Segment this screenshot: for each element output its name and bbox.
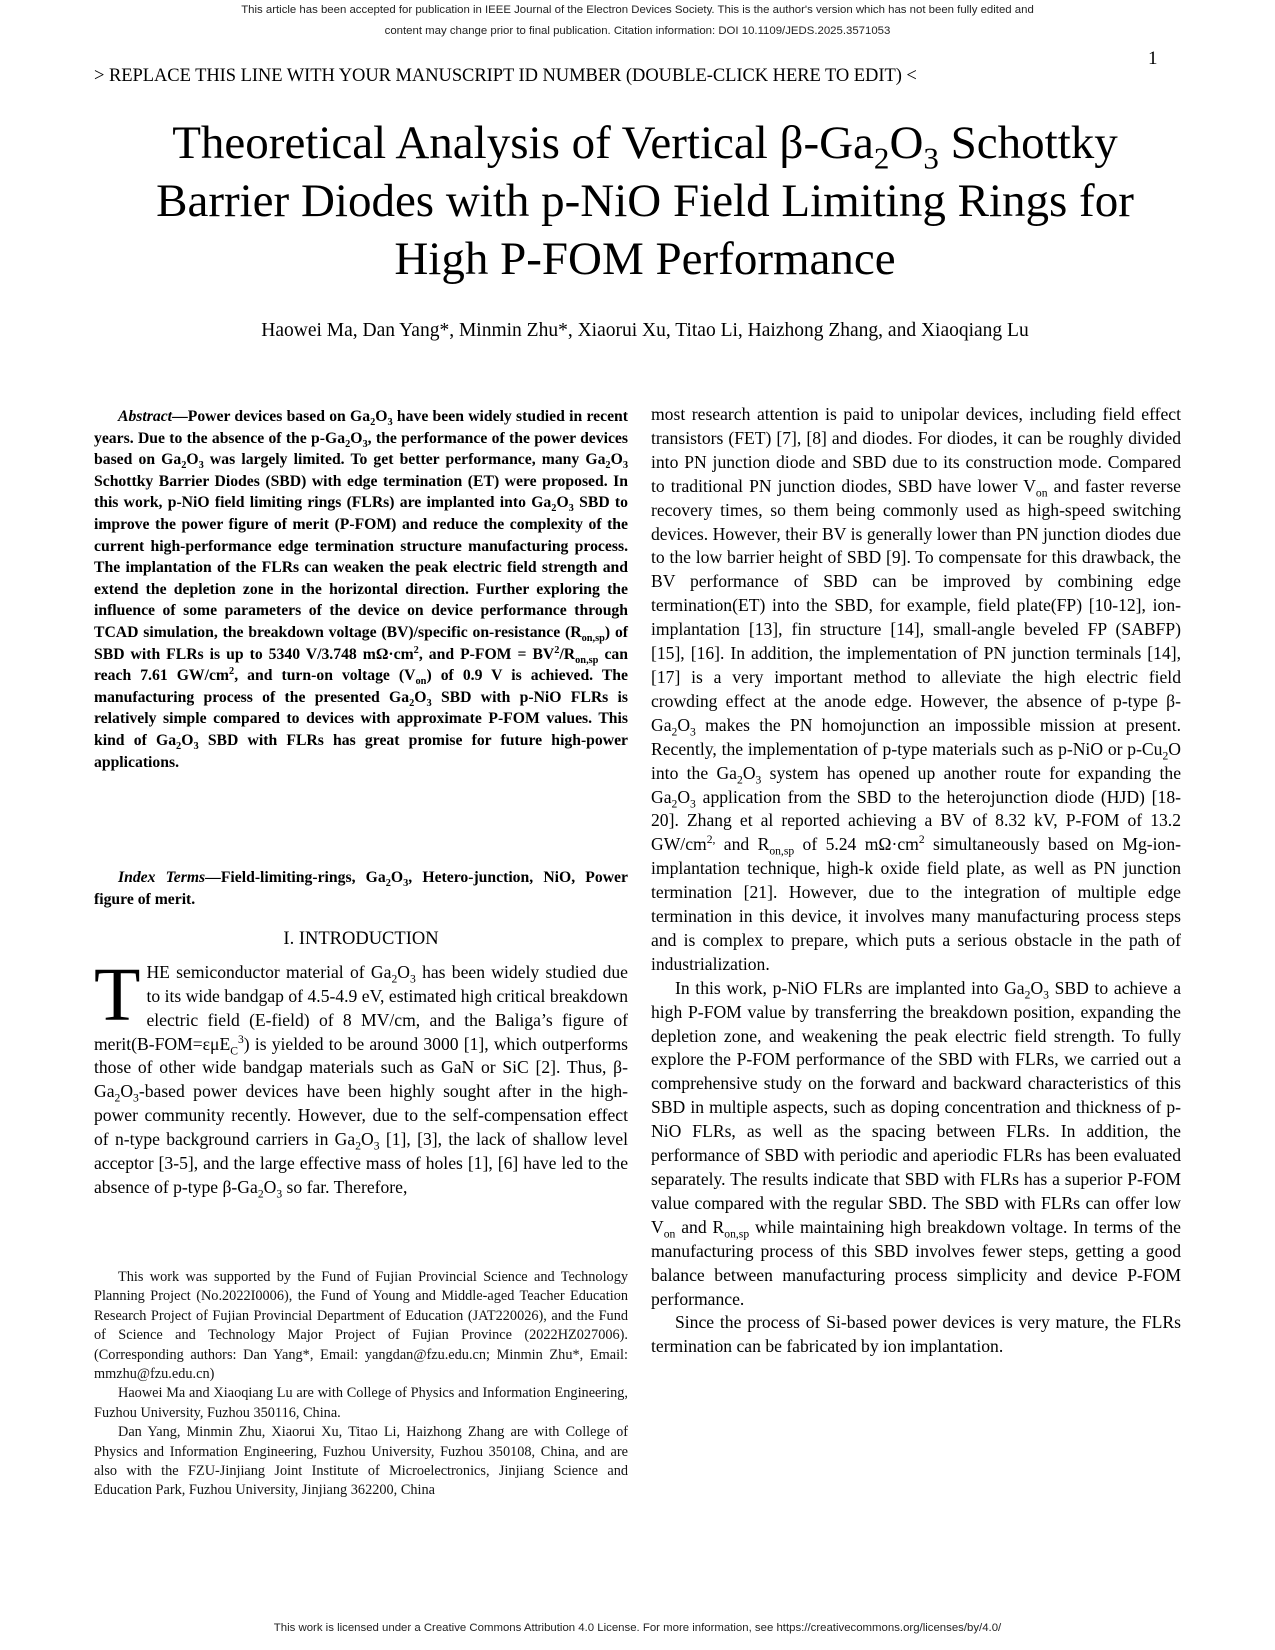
title-line-2: Barrier Diodes with p-NiO Field Limiting Rings for xyxy=(156,175,1134,227)
footnote-funding: This work was supported by the Fund of Fujian Provincial Science and Technology Planning Project (No.2022I0006), the Fund of Young and Middle-aged Teacher Education Research Project of Fujian Provincial Department of Education (JAT220026), and the Fund of Science and Technology Major Project of Fujian Province (2022HZ027006). (Corresponding authors: Dan Yang*, Email: yangdan@fzu.edu.cn; Minmin Zhu*, Email: mmzhu@fzu.edu.cn) xyxy=(94,1269,628,1383)
abstract: Abstract—Power devices based on $Ga_2O_3$ have been widely studied in recent years. Due to the absence of the $p-Ga_2O_3$, the performance of the power devices based on $Ga_2O_3$ was largely limited. To get better performance, many $Ga_2O_3$ Schottky Barrier Diodes (SBD) with edge termination (ET) were proposed. In this work, p-NiO field limiting rings (FLRs) are implanted into $Ga_2O_3$ SBD to improve the power figure of merit (P-FOM) and reduce the complexity of the current high-performance edge termination structure manufacturing process. The implantation of the FLRs can weaken the peak electric field strength and extend the depletion zone in the horizontal direction. Further exploring the influence of some parameters of the device on device performance through TCAD simulation, the breakdown voltage (BV)/specific on-resistance $(R_{on,sp})$ of SBD with FLRs is up to 5340 V/3.748 $m\Omega\cdot cm^2$, and $P-FOM = BV^2/R_{on,sp}$ can reach 7.61 $GW/cm^2$, and turn-on voltage $(V_{on})$ of 0.9 V is achieved. The manufacturing process of the presented $Ga_2O_3$ SBD with p-NiO FLRs is relatively simple compared to devices with approximate P-FOM values. This kind of $Ga_2O_3$ SBD with FLRs has great promise for future high-power applications. xyxy=(94,408,629,771)
body-paragraph-3: Since the process of Si-based power devices is very mature, the FLRs termination can be fabricated by ion implantation. xyxy=(651,1312,1181,1357)
index-terms: Index Terms—Field-limiting-rings, $Ga_2O_3$, Hetero-junction, NiO, Power figure of merit. xyxy=(94,869,628,908)
right-column-body xyxy=(651,403,1181,1359)
banner-line-2: content may change prior to final publication. Citation information: DOI 10.1109/JEDS.2025.3571053 xyxy=(384,25,891,37)
author-list: Haowei Ma, Dan Yang*, Minmin Zhu*, Xiaorui Xu, Titao Li, Haizhong Zhang, and Xiaoqiang Lu xyxy=(261,320,1029,341)
body-paragraph-1: most research attention is paid to unipolar devices, including field effect transistors (FET) [7], [8] and diodes. For diodes, it can be roughly divided into PN junction diode and SBD due to its construction mode. Compared to traditional PN junction diodes, SBD have lower $V_{on}$ and faster reverse recovery times, so them being commonly used as high-speed switching devices. However, their BV is generally lower than PN junction diodes due to the low barrier height of SBD [9]. To compensate for this drawback, the BV performance of SBD can be improved by combining edge termination(ET) into the SBD, for example, field plate(FP) [10-12], ion-implantation [13], fin structure [14], small-angle beveled FP (SABFP) [15], [16]. In addition, the implementation of PN junction terminals [14], [17] is a very important method to alleviate the high electric field crowding effect at the anode edge. However, the absence of p-type $\beta-Ga_2O_3$ makes the PN homojunction an impossible mission at present. Recently, the implementation of p-type materials such as p-NiO or $p-Cu_2O$ into the $Ga_2O_3$ system has opened up another route for expanding the $Ga_2O_3$ application from the SBD to the heterojunction diode (HJD) [18-20]. Zhang et al reported achieving a BV of 8.32 kV, P-FOM of 13.2 $GW/cm^{2,}$ and $R_{on,sp}$ of 5.24 $m\Omega\cdot cm^2$ simultaneously based on Mg-ion-implantation technique, high-k oxide field plate, as well as PN junction termination [21]. However, due to the integration of multiple edge termination in this device, it involves many manufacturing process steps and is complex to prepare, which puts a serious obstacle in the path of industrialization. xyxy=(651,404,1181,974)
footnote-affiliation-2: Dan Yang, Minmin Zhu, Xiaorui Xu, Titao Li, Haizhong Zhang are with College of Physics and Information Engineering, Fuzhou University, Fuzhou 350108, China, and are also with the FZU-Jinjiang Joint Institute of Microelectronics, Jinjiang Science and Education Park, Fuzhou University, Jinjiang 362200, China xyxy=(94,1424,628,1499)
manuscript-id-placeholder[interactable]: > REPLACE THIS LINE WITH YOUR MANUSCRIPT ID NUMBER (DOUBLE-CLICK HERE TO EDIT) < xyxy=(94,66,917,86)
footnotes xyxy=(94,1268,628,1501)
page-number: 1 xyxy=(1148,48,1158,69)
abstract-label: Abstract xyxy=(118,408,173,425)
body-paragraph-2: In this work, p-NiO FLRs are implanted into $Ga_2O_3$ SBD to achieve a high P-FOM value by transferring the breakdown position, expanding the depletion zone, and weakening the peak electric field strength. To fully explore the P-FOM performance of the SBD with FLRs, we carried out a comprehensive study on the forward and backward characteristics of this SBD in multiple aspects, such as doping concentration and thickness of p-NiO FLRs, as well as the spacing between FLRs. In addition, the performance of SBD with periodic and aperiodic FLRs has been evaluated separately. The results indicate that SBD with FLRs has a superior P-FOM value compared with the regular SBD. The SBD with FLRs can offer low $V_{on}$ and $R_{on,sp}$ while maintaining high breakdown voltage. In terms of the manufacturing process of this SBD involves fewer steps, getting a good balance between manufacturing process simplicity and device P-FOM performance. xyxy=(651,977,1182,1309)
index-terms-label: Index Terms xyxy=(118,869,206,886)
title-line-3: High P-FOM Performance xyxy=(394,233,896,285)
banner-line-1: This article has been accepted for publication in IEEE Journal of the Electron Devices Society. This is the author's version which has not been fully edited and xyxy=(241,4,1034,16)
publication-banner xyxy=(0,0,1275,42)
footnote-affiliation-1: Haowei Ma and Xiaoqiang Lu are with College of Physics and Information Engineering, Fuzhou University, Fuzhou 350116, China. xyxy=(94,1385,628,1421)
license-footer: This work is licensed under a Creative Commons Attribution 4.0 License. For more information, see https://creativecommons.org/licenses/by/4.0/ xyxy=(273,1622,1002,1634)
paper-title xyxy=(60,114,1230,288)
section-heading-introduction: I. INTRODUCTION xyxy=(283,929,439,949)
title-line-1: Theoretical Analysis of Vertical $\beta-Ga_2O_3$ Schottky xyxy=(172,117,1118,176)
introduction-paragraph: THE semiconductor material of $Ga_2O_3$ has been widely studied due to its wide bandgap of 4.5-4.9 eV, estimated high critical breakdown electric field (E-field) of 8 MV/cm, and the Baliga’s figure of merit(B-FOM=εμE$_C^3$) is yielded to be around 3000 [1], which outperforms those of other wide bandgap materials such as GaN or SiC [2]. Thus, $\beta-Ga_2O_3$-based power devices have been highly sought after in the high-power community recently. However, due to the self-compensation effect of n-type background carriers in $Ga_2O_3$ [1], [3], the lack of shallow level acceptor [3-5], and the large effective mass of holes [1], [6] have led to the absence of p-type $\beta-Ga_2O_3$ so far. Therefore, xyxy=(94,953,628,1201)
drop-cap: T xyxy=(94,953,141,1037)
